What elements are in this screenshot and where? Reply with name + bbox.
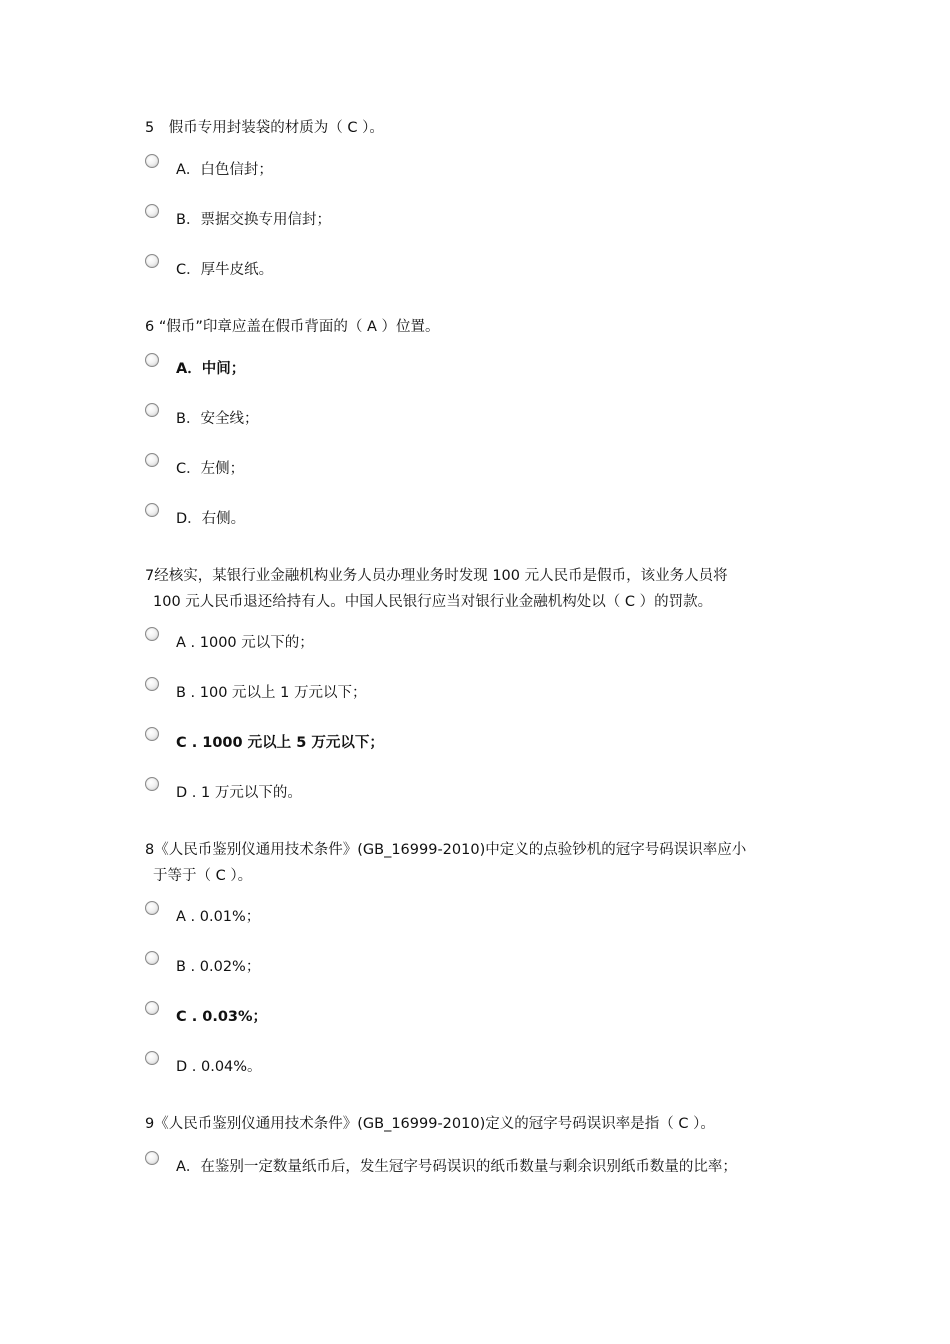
radio-button-icon[interactable] (145, 353, 159, 367)
radio-button-icon[interactable] (145, 1051, 159, 1065)
question-8-option-a[interactable] (145, 901, 825, 925)
question-9-option-a[interactable] (145, 1151, 825, 1175)
question-7-option-c[interactable] (145, 727, 825, 751)
option-label: B．票据交换专用信封； (176, 212, 331, 228)
question-5-option-a[interactable] (145, 154, 825, 178)
option-label: B . 100 元以上 1 万元以下； (176, 685, 367, 701)
question-8-text (145, 837, 817, 889)
question-9-text (145, 1111, 817, 1137)
question-6-line-1: 6 “假币”印章应盖在假币背面的（ A ）位置。 (145, 319, 440, 335)
question-5-option-c[interactable] (145, 254, 825, 278)
radio-button-icon[interactable] (145, 677, 159, 691)
question-8-line-1: 8《人民币鉴别仪通用技术条件》(GB_16999-2010)中定义的点验钞机的冠字号码误识率应小 (145, 842, 747, 858)
radio-button-icon[interactable] (145, 1151, 159, 1165)
radio-button-icon[interactable] (145, 154, 159, 168)
option-label: B．安全线； (176, 411, 259, 427)
question-7-option-b[interactable] (145, 677, 825, 701)
question-7-line-2: 100 元人民币退还给持有人。中国人民银行应当对银行业金融机构处以（ C ）的罚款。 (153, 594, 713, 610)
radio-button-icon[interactable] (145, 777, 159, 791)
radio-button-icon[interactable] (145, 1001, 159, 1015)
question-8-option-d[interactable] (145, 1051, 825, 1075)
option-label: D．右侧。 (176, 511, 246, 527)
option-label: C . 1000 元以上 5 万元以下； (176, 735, 384, 751)
radio-button-icon[interactable] (145, 503, 159, 517)
option-label: C．左侧； (176, 461, 245, 477)
option-label: C．厚牛皮纸。 (176, 262, 274, 278)
option-label: D . 1 万元以下的。 (176, 785, 302, 801)
option-label: A．在鉴别一定数量纸币后，发生冠字号码误识的纸币数量与剩余识别纸币数量的比率； (176, 1159, 737, 1175)
option-label: D . 0.04%。 (176, 1059, 262, 1075)
radio-button-icon[interactable] (145, 727, 159, 741)
question-6-option-d[interactable] (145, 503, 825, 527)
question-7-option-a[interactable] (145, 627, 825, 651)
option-label: C . 0.03%； (176, 1009, 268, 1025)
radio-button-icon[interactable] (145, 204, 159, 218)
radio-button-icon[interactable] (145, 627, 159, 641)
question-7-option-d[interactable] (145, 777, 825, 801)
option-label: B . 0.02%； (176, 959, 261, 975)
question-6-option-a[interactable] (145, 353, 825, 377)
option-label: A . 1000 元以下的； (176, 635, 314, 651)
question-6-option-b[interactable] (145, 403, 825, 427)
option-label: A．中间； (176, 361, 246, 377)
radio-button-icon[interactable] (145, 951, 159, 965)
radio-button-icon[interactable] (145, 901, 159, 915)
option-label: A . 0.01%； (176, 909, 261, 925)
option-label: A．白色信封； (176, 162, 273, 178)
question-8-option-c[interactable] (145, 1001, 825, 1025)
question-7-line-1: 7经核实，某银行业金融机构业务人员办理业务时发现 100 元人民币是假币，该业务人员将 (145, 568, 728, 584)
radio-button-icon[interactable] (145, 403, 159, 417)
question-9-line-1: 9《人民币鉴别仪通用技术条件》(GB_16999-2010)定义的冠字号码误识率是指（ C ）。 (145, 1116, 715, 1132)
question-8-option-b[interactable] (145, 951, 825, 975)
question-7-text (145, 563, 817, 615)
question-5-text (145, 115, 817, 141)
question-5-line-1: 5 假币专用封装袋的材质为（ C ）。 (145, 120, 384, 136)
question-6-text (145, 314, 817, 340)
question-6-option-c[interactable] (145, 453, 825, 477)
question-5-option-b[interactable] (145, 204, 825, 228)
radio-button-icon[interactable] (145, 254, 159, 268)
radio-button-icon[interactable] (145, 453, 159, 467)
question-8-line-2: 于等于（ C ）。 (153, 868, 253, 884)
